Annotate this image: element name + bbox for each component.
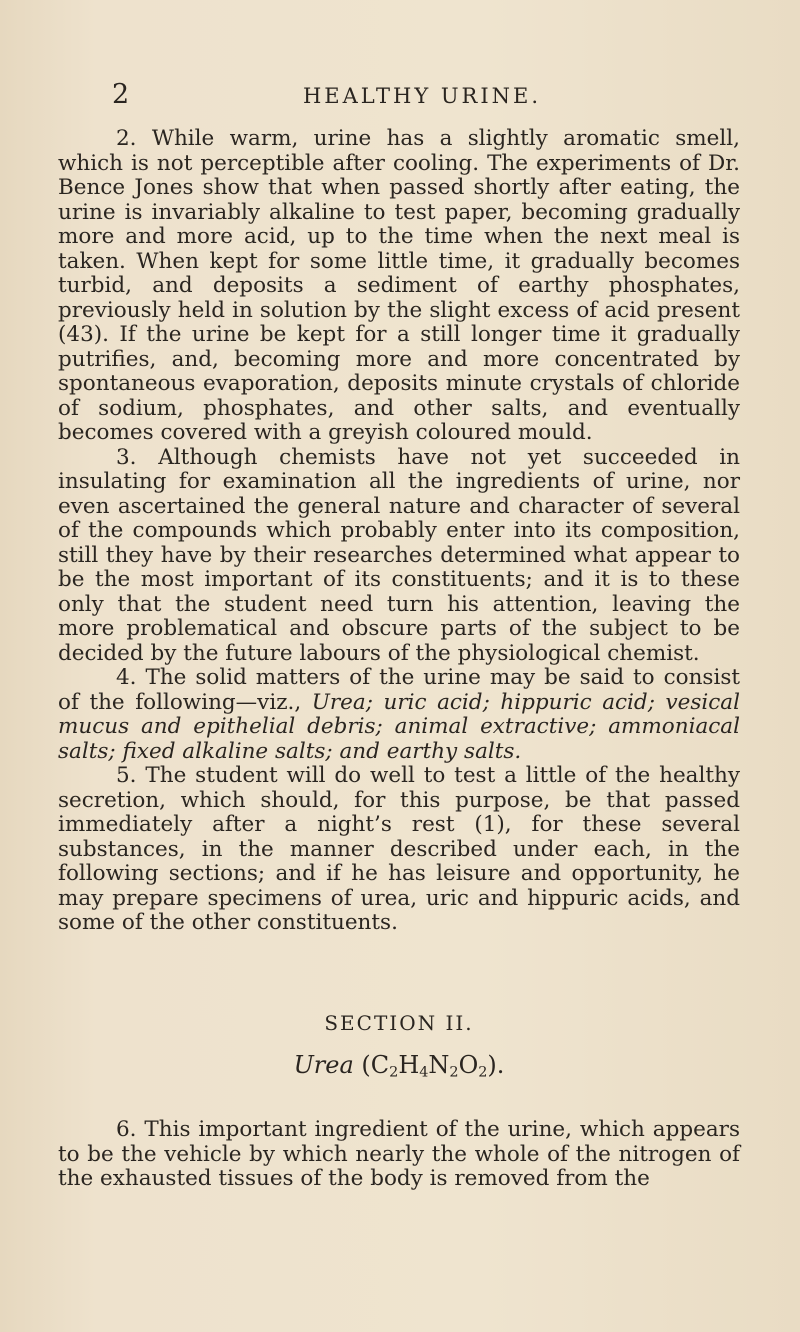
paragraph-text: The student will do well to test a little of the healthy secretion, which should, for this purpose, be that passed immediately after a night’s rest (1), for these several substances, in the manner described under each, in the following sections; and if he has leisure and opportunity, he may prepare specimens of urea, uric and hippuric acids, and some of the other constituents.	[58, 763, 741, 935]
body-text-continued	[58, 1118, 740, 1192]
section-heading: SECTION II.	[324, 1011, 474, 1035]
paragraph-number: 2.	[116, 126, 137, 151]
section-subject: Urea	[293, 1051, 354, 1079]
paragraph-6	[58, 1118, 740, 1192]
constituent-urea: Urea;	[311, 689, 373, 715]
constituent-vesical-mucus: vesical mucus and epithelial debris;	[58, 689, 740, 739]
chemical-formula: $(C_2H_4N_2O_2)$.	[361, 1051, 505, 1081]
constituent-animal-extractive: animal extractive;	[394, 714, 597, 739]
paragraph-5	[58, 764, 740, 936]
section-subheading	[58, 1050, 740, 1080]
paragraph-text: Although chemists have not yet succeeded in insulating for examination all the ingredients of urine, nor even ascertained the general nature and character of several of the compounds which probably enter into its composition, still they have by their researches determined what appear to be the most important of its constituents; and it is to these only that the student need turn his attention, leaving the more problematical and obscure parts of the subject to be decided by the future labours of the physiological chemist.	[58, 444, 740, 666]
constituent-earthy-salts: and earthy salts.	[339, 738, 522, 764]
constituent-fixed-alkaline-salts: fixed alkaline salts;	[122, 738, 333, 764]
paragraph-2	[58, 127, 740, 446]
paragraph-4	[58, 666, 740, 764]
paragraph-text: The solid matters of the urine may be said to consist of the following—viz.,	[58, 665, 740, 715]
paragraph-number: 3.	[116, 444, 137, 470]
section-header	[58, 1010, 740, 1080]
constituent-ammoniacal-salts: ammoniacal salts;	[58, 714, 741, 764]
paragraph-text: While warm, urine has a slightly aromatic smell, which is not perceptible after cooling. The experiments of Dr. Bence Jones show that when passed shortly after eating, the urine is invariably alkaline to test paper, becoming gradually more and more acid, up to the time when the next meal is taken. When kept for some little time, it gradually becomes turbid, and deposits a sediment of earthy phosphates, previously held in solution by the slight excess of acid present (43). If the urine be kept for a still longer time it gradually putrifies, and, becoming more and more concentrated by spontaneous evaporation, deposits minute crystals of chloride of sodium, phosphates, and other salts, and eventually becomes covered with a greyish coloured mould.	[58, 126, 740, 445]
running-head	[112, 80, 732, 110]
page-number: 2	[112, 79, 130, 110]
paragraph-3	[58, 446, 740, 667]
body-text	[58, 127, 740, 936]
paragraph-number: 6.	[116, 1117, 137, 1142]
paragraph-text: This important ingredient of the urine, which appears to be the vehicle by which nearly the whole of the nitrogen of the exhausted tissues of the body is removed from the	[58, 1117, 740, 1191]
constituent-uric-acid: uric acid;	[383, 689, 490, 715]
paragraph-number: 5.	[116, 763, 137, 788]
constituent-hippuric-acid: hippuric acid;	[500, 689, 655, 715]
running-title: HEALTHY URINE.	[302, 84, 542, 108]
paragraph-number: 4.	[116, 665, 137, 690]
